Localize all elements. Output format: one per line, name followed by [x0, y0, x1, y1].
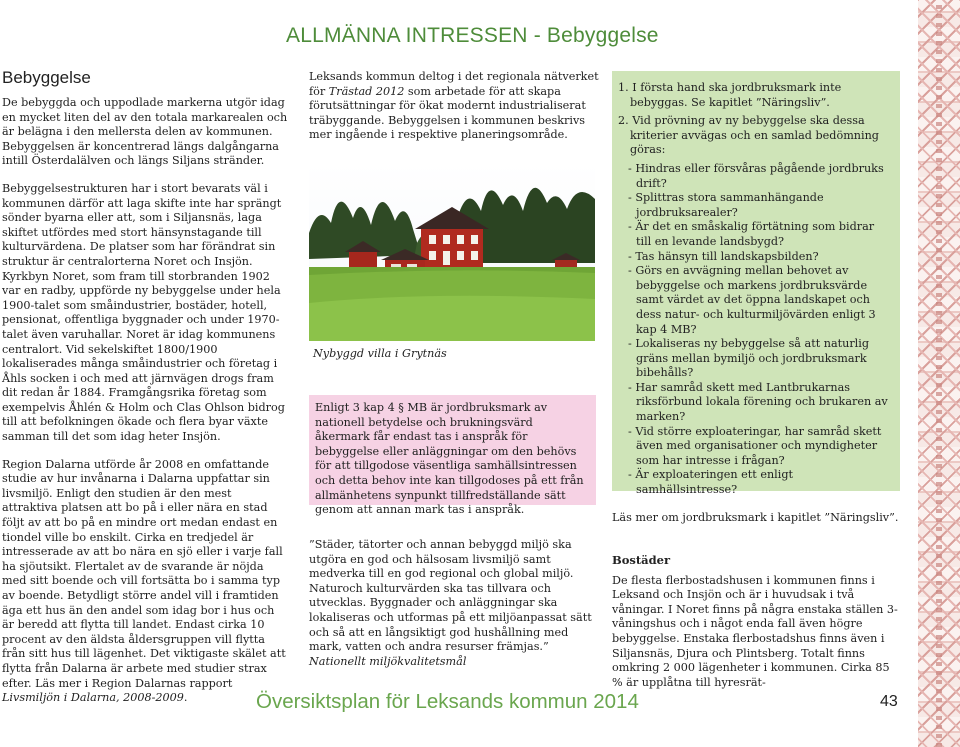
bostader-body: De flesta flerbostadshusen i kommunen finns i Leksand och Insjön och är i huvudsak i två våningar. I Noret finns på några enstaka ställen 3-våningshus och i något enda fall även högre bebyggelse. Enstaka flerbostadshus finns även i Siljansnäs, Djura och Plintsberg. Totalt finns omkring 2 000 lägenheter i kommunen. Cirka 85 % är upplåtna till hyresrät- — [612, 573, 898, 689]
criteria-item-2: 2. Vid prövning av ny bebyggelse ska dessa kriterier avvägas och en samlad bedömning göras: — [618, 114, 879, 157]
criteria-sub-item: - Vid större exploateringar, har samråd skett även med organisationer och myndigheter som har intresse i frågan? — [628, 424, 882, 467]
criteria-sub-item: - Hindras eller försvåras pågående jordbruks drift? — [628, 161, 884, 190]
page-header: ALLMÄNNA INTRESSEN - Bebyggelse — [286, 24, 659, 47]
intro-paragraph: Leksands kommun deltog i det regionala nätverket för Trästad 2012 som arbetade för att skapa förutsättningar för ökat modernt industrialiserat träbyggande. Bebyggelsen i kommunen beskrivs mer ingående i respektive planeringsområde. — [309, 70, 599, 142]
criteria-sub-item: - Är det en småskalig förtätning som bidrar till en levande landsbygd? — [628, 220, 875, 248]
quote-source: Nationellt miljökvalitetsmål — [309, 654, 467, 668]
decorative-border — [918, 0, 960, 747]
environmental-goal-quote — [309, 538, 599, 669]
criteria-sub-item: - Lokaliseras ny bebyggelse så att naturlig gräns mellan bymiljö och jordbruksmark bibehålls? — [628, 337, 869, 380]
column-bebyggelse — [2, 68, 288, 719]
bostader-heading: Bostäder — [612, 553, 671, 567]
criteria-box — [612, 71, 900, 497]
criteria-sub-item: - Tas hänsyn till landskapsbilden? — [628, 249, 819, 263]
criteria-sub-item: - Splittras stora sammanhängande jordbruksarealer? — [628, 191, 824, 219]
villa-photo — [309, 163, 595, 341]
network-title: Trästad 2012 — [328, 84, 405, 98]
quote-text: ”Städer, tätorter och annan bebyggd miljö ska utgöra en god och hälsosam livsmiljö samt medverka till en god regional och global miljö. Naturoch kulturvärden ska tas tillvara och utvecklas. Byggnader och anläggningar ska lokaliseras och utformas på ett miljöanpassat sätt och så att en långsiktigt god hushållning med mark, vatten och andra resurser främjas.” — [309, 538, 592, 654]
page-footer: Översiktsplan för Leksands kommun 2014 — [256, 690, 639, 713]
villa-photo-image — [309, 163, 595, 341]
photo-caption: Nybyggd villa i Grytnäs — [313, 347, 447, 360]
column-intro — [309, 70, 599, 143]
section-heading: Bebyggelse — [2, 68, 91, 87]
paragraph-2: Bebyggelsestrukturen har i stort bevarats väl i kommunen därför att laga skifte inte har sprängt sönder byarna eller att, som i Siljansnäs, laga skiftet utfördes med stort hänsynstagande till kulturvärdena. De platser som har förändrat sin struktur är centralorterna Noret och Insjön. Kyrkbyn Noret, som fram till storbranden 1902 var en radby, uppförde ny bebyggelse under hela 1900-talet som småindustrier, bostäder, hotell, pensionat, offentliga byggnader och under 1970-talet även varuhallar. Noret är idag kommunens centralort. Vid sekelskiftet 1800/1900 lokaliserades många småindustrier och företag i Åhls socken i och med att järnvägen drogs fram dit redan år 1884. Framgångsrika företag som exempelvis Åhlén & Holm och Clas Ohlson bidrog till att befolkningen ökade och flera byar växte samman till det som idag heter Insjön. — [2, 181, 285, 444]
criteria-sub-item: - Görs en avvägning mellan behovet av bebyggelse och markens jordbruksvärde samt värdet av det öppna landskapet och dess natur- och kulturmiljövärden enligt 3 kap 4 MB? — [628, 264, 876, 336]
report-title: Livsmiljön i Dalarna, 2008-2009 — [2, 691, 184, 705]
paragraph-3: Region Dalarna utförde år 2008 en omfattande studie av hur invånarna i Dalarna uppfattar sin livsmiljö. Enligt den studien är den mest attraktiva platsen att bo på i eller nära en stad följt av att bo på en mindre ort medan endast en tiondel ville bo enskilt. Cirka en tredjedel är intresserade av att bo nära en sjö eller i varje fall ha sjöutsikt. Flertalet av de svarande är nöjda med sitt boende och vill fortsätta bo i samma typ av boende. Betydligt större andel vill i framtiden äga ett hus än den andel som idag bor i hus och är beredd att flytta till landet. Endast cirka 10 procent av den äldsta åldersgruppen vill flytta från sitt hus till lägenhet. Det viktigaste skälet att flytta från Dalarna är arbete med studier strax efter. Läs mer i Region Dalarnas rapport Livsmiljön i Dalarna, 2008-2009. — [2, 457, 286, 705]
criteria-item-1: 1. I första hand ska jordbruksmark inte bebyggas. Se kapitlet ”Näringsliv”. — [618, 81, 842, 109]
page-number: 43 — [880, 693, 898, 710]
section-bostader — [612, 553, 900, 690]
read-more-note: Läs mer om jordbruksmark i kapitlet ”Näringsliv”. — [612, 511, 899, 524]
criteria-sub-item: - Har samråd skett med Lantbrukarnas riksförbund lokala förening och brukaren av marken? — [628, 380, 888, 424]
criteria-sub-item: - Är exploateringen ett enligt samhällsintresse? — [628, 468, 793, 497]
paragraph-1: De bebyggda och uppodlade markerna utgör idag en mycket liten del av den totala markarealen och är belägna i den mellersta delen av kommunen. Bebyggelsen är koncentrerad längs dalgångarna intill Österdalälven och längs Siljans stränder. — [2, 96, 288, 168]
legal-info-box: Enligt 3 kap 4 § MB är jordbruksmark av nationell betydelse och brukningsvärd åkermark får endast tas i anspråk för bebyggelse eller anläggningar om den behövs för att tillgodose väsentliga samhällsintressen och detta behov inte kan tillgodoses på ett från allmänhetens synpunkt tillfredställande sätt genom att annan mark tas i anspråk. — [309, 395, 596, 505]
